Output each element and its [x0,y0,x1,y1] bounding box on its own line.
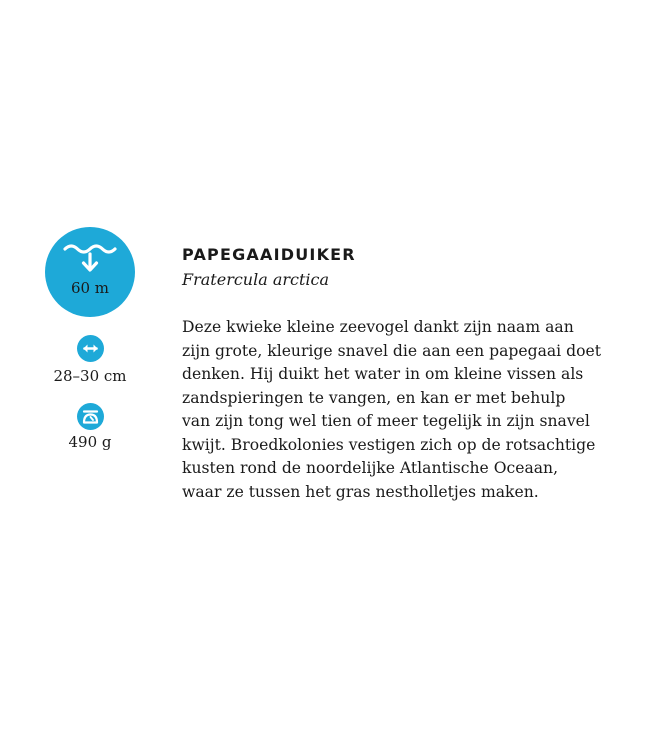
species-latin-name: Fratercula arctica [182,270,330,289]
description-line: Deze kwieke kleine zeevogel dankt zijn naam aan [182,318,574,336]
description-line: kusten rond de noordelijke Atlantische Oceaan, [182,459,559,477]
description-line: kwijt. Broedkolonies vestigen zich op de rotsachtige [182,435,596,454]
description-line: waar ze tussen het gras nestholletjes maken. [182,482,539,501]
species-name: PAPEGAAIDUIKER [182,245,356,264]
depth-badge [45,227,135,317]
description-line: zijn grote, kleurige snavel die aan een papegaai doet [182,341,601,360]
species-description [182,316,622,504]
length-value: 28–30 cm [53,367,127,385]
description-line: van zijn tong wel tien of meer tegelijk in zijn snavel [182,412,590,430]
depth-value: 60 m [70,279,110,297]
dive-depth-icon [45,227,135,317]
weight-value: 490 g [68,433,112,451]
description-line: denken. Hij duikt het water in om kleine vissen als [182,365,584,383]
weight-scale-icon [77,403,104,430]
description-line: zandspieringen te vangen, en kan er met behulp [182,388,566,407]
length-arrows-icon [77,335,104,362]
